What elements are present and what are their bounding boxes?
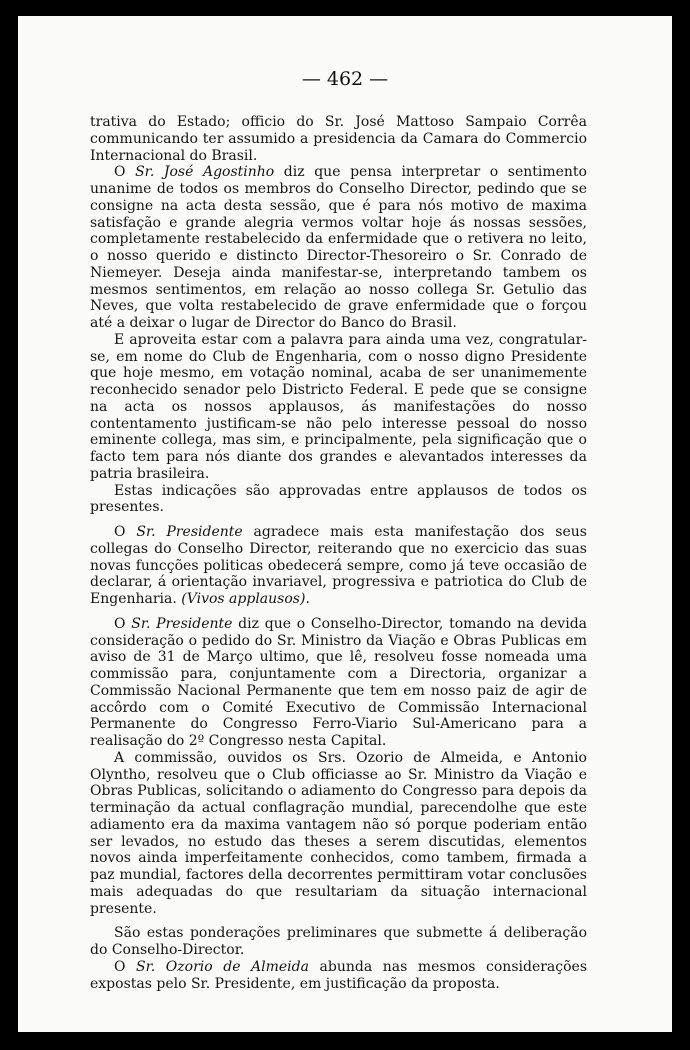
text-run: O: [114, 615, 132, 632]
paragraph: [90, 164, 587, 332]
paragraph: [90, 959, 587, 993]
paragraph: [90, 483, 587, 517]
text-run: trativa do Estado; officio do Sr. José Mattoso Sampaio Corrêa communicando ter assumido a presidencia da Camara do Commercio Internacional do Brasil.: [90, 114, 587, 164]
text-run: .: [305, 591, 310, 607]
italic-run: Sr. Ozorio de Almeida: [136, 958, 309, 975]
italic-run: Sr. Presidente: [131, 615, 233, 632]
text-run: São estas ponderações preliminares que submette á deliberação do Conselho-Director.: [90, 925, 587, 958]
body-text: [90, 114, 587, 992]
paragraph: [90, 114, 587, 164]
paragraph: [90, 925, 587, 959]
italic-run: Sr. Presidente: [136, 524, 243, 540]
italic-run: Sr. José Agostinho: [135, 164, 275, 181]
book-page: [18, 16, 672, 1032]
text-run: O: [114, 958, 137, 975]
text-run: agradece mais esta manifestação dos seus collegas do Conselho Director, reiterando que no exercicio das suas novas funcções politicas obedecerá sempre, como já teve occasião de declarar, á orientação invariavel, progressiva e patriotica do Club de Engenharia.: [90, 524, 587, 607]
paragraph: [90, 332, 587, 483]
text-run: diz que pensa interpretar o sentimento unanime de todos os membros do Conselho Director, pedindo que se consigne na acta desta sessão, que é para nós motivo de maxima satisfação e grande alegria vermos voltar hoje ás nossas sessões, completamente restabelecido da enfermidade que o retivera no leito, o nosso querido e distincto Director-Thesoreiro o Sr. Conrado de Niemeyer. Deseja ainda manifestar-se, interpretando tambem os mesmos sentimentos, em relação ao nosso collega Sr. Getulio das Neves, que volta restabelecido de grave enfermidade que o forçou até a deixar o lugar de Director do Banco do Brasil.: [90, 164, 587, 331]
text-run: Estas indicações são approvadas entre applausos de todos os presentes.: [90, 482, 587, 516]
text-run: abunda nas mesmos considerações expostas pelo Sr. Presidente, em justificação da proposta.: [90, 958, 588, 992]
page-number: — 462 —: [301, 68, 389, 90]
text-run: E aproveita estar com a palavra para ainda uma vez, congratular-se, em nome do Club de Engenharia, com o nosso digno Presidente que hoje mesmo, em votação nominal, acaba de ser unanimemente reconhecido senador pelo Districto Federal. E pede que se consigne na acta os nossos applausos, ás manifestações do nosso contentamento justificam-se não pelo interesse pessoal do nosso eminente collega, mas sim, e principalmente, pela significação que o facto tem para nós diante dos grandes e alevantados interesses da patria brasileira.: [90, 331, 587, 482]
italic-run: (Vivos applausos): [181, 591, 306, 607]
paragraph: [90, 750, 587, 918]
paragraph: [90, 524, 587, 608]
text-run: O: [114, 164, 136, 181]
paragraph: [90, 616, 587, 750]
text-run: A commissão, ouvidos os Srs. Ozorio de Almeida, e Antonio Olyntho, resolveu que o Club officiasse ao Sr. Ministro da Viação e Obras Publicas, solicitando o adiamento do Congresso para depois da terminação da actual conflagração mundial, parecendolhe que este adiamento era da maxima vantagem não só porque poderiam então ser levados, no estudo das theses a serem discutidas, elementos novos ainda imperfeitamente conhecidos, como tambem, firmada a paz mundial, factores della decorrentes permittiram votar conclusões mais adequadas do que resultariam da situação internacional presente.: [90, 749, 587, 917]
text-run: O: [114, 524, 137, 540]
text-run: diz que o Conselho-Director, tomando na devida consideração o pedido do Sr. Ministro da Viação e Obras Publicas em aviso de 31 de Março ultimo, que lê, resolveu fosse nomeada uma commissão para, conjuntamente com a Directoria, organizar a Commissão Nacional Permanente que tem em nosso paiz de agir de accôrdo com o Comité Executivo de Commissão Internacional Permanente do Congresso Ferro-Viario Sul-Americano para a realisação do 2º Congresso nesta Capital.: [90, 615, 587, 749]
